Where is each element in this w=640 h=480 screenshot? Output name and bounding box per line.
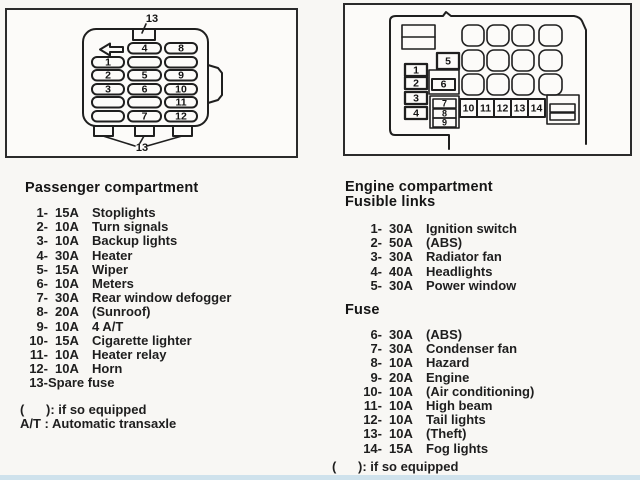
fuse-circuit-label: Tail lights [426,412,486,428]
fuse-heading [345,303,380,318]
relay-socket [487,25,509,46]
engine-title-line2: Fusible links [345,193,436,210]
fuse-list-item [20,234,295,248]
fuse-circuit-label: Ignition switch [426,221,517,236]
fuse-number: 10- [363,383,382,399]
bottom-relay-slot [550,113,575,120]
fuse-list-item [20,362,295,376]
engine-fusebox-diagram [345,5,626,150]
fuse-number: 14- [363,440,382,456]
fuse-amperage: 20A [55,304,79,320]
engine-title-line1: Engine compartment [345,179,493,195]
fuse-amperage: 30A [389,277,413,293]
fuse-slot-label: 9 [178,69,184,82]
fuse-number: 4- [370,263,382,279]
fuse-label: 7 [441,98,448,109]
fuse-circuit-label: 4 A/T [92,318,124,334]
fuse-heading-text: Fuse [345,302,380,318]
fuse-amperage: 10A [55,276,79,292]
fuse-amperage: 10A [55,347,79,363]
scan-edge-artifact [0,475,640,480]
fuse-number: 12- [29,361,48,377]
bottom-relay-slot [550,104,575,112]
relay-socket [462,25,484,46]
relay-socket [462,50,484,71]
fuse-slot-label: 8 [178,42,184,55]
fuse-label: 6 [440,78,447,91]
fuse-number: 2- [36,219,48,235]
fuse-amperage: 10A [389,355,413,371]
fuse-list-item [20,220,295,234]
fuse-list-item [350,342,625,356]
fusible-link-label: 2 [413,77,419,90]
fuse-label: 12 [496,102,509,115]
fuse-circuit-label: Cigarette lighter [92,332,192,348]
fuse-circuit-label: Wiper [92,261,128,277]
fuse-slot-label: 5 [141,69,148,82]
fuse-circuit-label: (Sunroof) [92,304,151,320]
fuse-label: 11 [479,102,492,115]
fuse-circuit-label: Power window [426,277,517,293]
engine-fusebox-panel [343,3,632,156]
fuse-circuit-label: Horn [92,361,123,377]
fuse-number: 11- [29,347,48,363]
fuse-slot-label: 11 [175,96,187,109]
fuse-number: 5- [370,277,382,293]
fuse-circuit-label: Heater relay [92,347,167,363]
fuse-slot-label: 2 [105,69,111,82]
fuse-list-item [350,236,625,250]
relay-socket [487,50,509,71]
fuse-list-item [20,334,295,348]
fuse-list-item [350,399,625,413]
fuse-amperage: 30A [55,290,79,306]
fuse-amperage: 40A [389,263,413,279]
bottom-tab [173,126,192,136]
fuse-slot-label: 1 [105,56,111,69]
fuse-amperage: 30A [55,247,79,263]
if-equipped-note: ( ): if so equipped [332,459,459,474]
fuse-list-item [20,263,295,277]
fuse-list-item [350,442,625,456]
fuse-number: 1- [370,221,382,236]
fuse-circuit-label: High beam [426,398,493,414]
fuse-amperage: 20A [389,369,413,385]
fuse-amperage: 30A [389,327,413,342]
fuse-amperage: 30A [389,221,413,236]
fuse-number: 2- [370,235,382,251]
fuse-number: 13- [363,426,382,442]
fusible-link-label: 4 [413,107,419,120]
top-tab-label: 13 [145,13,159,25]
fuse-slot-label: 7 [141,110,148,123]
if-equipped-note: ( ): if so equipped [20,402,147,417]
fuse-amperage: 10A [55,318,79,334]
passenger-fusebox-panel [5,8,298,158]
fusible-link-label: 5 [445,55,451,68]
fuse-amperage: 30A [389,249,413,265]
fuse-list-item [350,222,625,236]
fuse-amperage: 10A [389,426,413,442]
fuse-circuit-label: Headlights [426,263,493,279]
fuse-list-item [20,348,295,362]
fuse-list-item [350,385,625,399]
bottom-tab-label: 13 [135,142,149,152]
fuse-label: 14 [530,102,543,115]
fuse-label: 10 [462,102,475,115]
fuse-list-item [350,413,625,427]
fuse-number: 3- [370,249,382,265]
fuse-number: 9- [370,369,382,385]
fuse-amperage: 10A [389,398,413,414]
fusible-links-list [350,222,625,293]
fuse-list-item [20,277,295,291]
relay-socket [462,74,484,95]
fuse-circuit-label: (ABS) [426,327,463,342]
fuse-amperage: 15A [55,261,79,277]
passenger-title-text: Passenger compartment [25,180,199,196]
fuse-list-item [350,265,625,279]
relay-socket [512,25,534,46]
fuse-number: 7- [370,341,382,357]
fuse-list-item [20,320,295,334]
fuse-circuit-label: Heater [92,247,133,263]
fuse-number: 12- [363,412,382,428]
fuse-number: 6- [36,276,48,292]
fuse-label: 13 [513,102,526,115]
fuse-number: 3- [36,233,48,249]
fuse-number: 9- [36,318,48,334]
bottom-tab [94,126,113,136]
fuse-label: 8 [441,108,448,119]
fuse-circuit-label: Engine [426,369,470,385]
leader-line-bottom [147,136,182,146]
fuse-slot-label: 4 [141,42,148,55]
passenger-fusebox-diagram [7,10,292,152]
fuse-number: 1- [36,205,48,220]
fuse-amperage: 10A [55,219,79,235]
fuse-circuit-label: Stoplights [92,205,156,220]
passenger-fuse-list [20,206,295,391]
fuse-amperage: 15A [389,440,413,456]
fuse-list-item [20,291,295,305]
fuse-circuit-label: (Air conditioning) [426,383,535,399]
fuse-list-item [20,206,295,220]
fuse-number: 6- [370,327,382,342]
engine-notes [332,460,458,474]
fuse-circuit-label: Hazard [426,355,470,371]
fuse-number: 5- [36,261,48,277]
fuse-list-item [20,376,295,390]
fuse-number: 7- [36,290,48,306]
relay-socket [539,74,562,95]
connector-bump [208,65,222,103]
fuse-circuit-label: Fog lights [426,440,489,456]
fuse-slot-label: 6 [141,83,148,96]
fuse-number: 10- [29,332,48,348]
fuse-amperage: 30A [389,341,413,357]
fuse-amperage: 10A [389,412,413,428]
fuse-amperage: 10A [55,233,79,249]
fuse-number: 8- [36,304,48,320]
fuse-number: 8- [370,355,382,371]
fuse-amperage: 10A [389,383,413,399]
fuse-circuit-label: (Theft) [426,426,467,442]
fuse-number: 13- [29,375,48,391]
fuse-amperage: 10A [55,361,79,377]
fuse-amperage: 50A [389,235,413,251]
engine-fuse-list [350,328,625,456]
fuse-number: 11- [363,398,382,414]
fuse-label: 9 [441,117,448,128]
fuse-amperage: 15A [55,332,79,348]
fuse-circuit-label: (ABS) [426,235,463,251]
fuse-list-item [350,250,625,264]
relay-socket [487,74,509,95]
fuse-circuit-label: Spare fuse [48,375,115,391]
fuse-list-item [350,427,625,441]
fuse-list-item [350,328,625,342]
fuse-circuit-label: Meters [92,276,134,292]
engine-section-title [345,180,493,209]
engine-box-outline [390,12,586,149]
fuse-slot-label: 10 [175,83,187,96]
fusible-link-label: 3 [413,92,419,105]
fuse-list-item [350,356,625,370]
leader-line-bottom [103,136,135,146]
fuse-number: 4- [36,247,48,263]
relay-socket [539,25,562,46]
relay-socket [512,50,534,71]
fuse-list-item [350,371,625,385]
fuse-circuit-label: Backup lights [92,233,178,249]
fuse-circuit-label: Turn signals [92,219,169,235]
fuse-amperage: 15A [55,205,79,220]
transaxle-note: A/T : Automatic transaxle [20,416,177,432]
relay-socket [539,50,562,71]
relay-socket [512,74,534,95]
passenger-notes [20,403,176,432]
fuse-list-item [20,249,295,263]
fuse-list-item [350,279,625,293]
fuse-circuit-label: Condenser fan [426,341,518,357]
fuse-circuit-label: Radiator fan [426,249,502,265]
fuse-list-item [20,305,295,319]
bottom-tab [135,126,154,136]
fuse-slot-label: 12 [175,110,187,123]
passenger-section-title [25,181,198,196]
fusible-link-label: 1 [413,64,419,77]
fuse-slot-label: 3 [105,83,111,96]
fuse-circuit-label: Rear window defogger [92,290,232,306]
